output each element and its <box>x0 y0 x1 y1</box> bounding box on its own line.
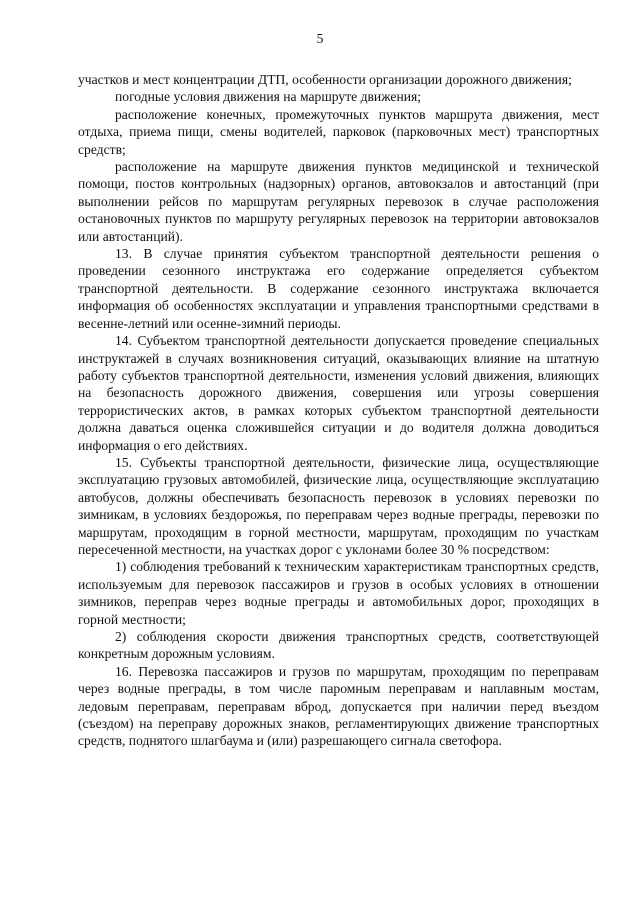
paragraph-15-item-1: 1) соблюдения требований к техническим характеристикам транспортных средств, используемым для перевозок пассажиров и грузов в особых условиях в отношении зимников, переправ через водные преграды и автомобильных дорог, проходящих в горной местности; <box>78 559 599 627</box>
paragraph-route-points: расположение конечных, промежуточных пунктов маршрута движения, мест отдыха, приема пищи, смены водителей, парковок (парковочных мест) транспортных средств; <box>78 106 599 157</box>
paragraph-continuation: участков и мест концентрации ДТП, особенности организации дорожного движения; <box>78 72 572 87</box>
page-number: 5 <box>316 31 324 46</box>
paragraph-weather: погодные условия движения на маршруте движения; <box>115 89 422 105</box>
document-body <box>78 71 599 750</box>
paragraph-14: 14. Субъектом транспортной деятельности допускается проведение специальных инструктажей в случаях возникновения ситуаций, оказывающих влияние на штатную работу субъектов транспортной деятельности, изменения условий движения, влияющих на безопасность дорожного движения, совершения или угрозы совершения террористических актов, в рамках которых субъектом транспортной деятельности должна даваться оценка сложившейся ситуации и до водителя должна доводиться информация о его действиях. <box>78 333 599 453</box>
paragraph-16: 16. Перевозка пассажиров и грузов по маршрутам, проходящим по переправам через водные преграды, в том числе паромным переправам и наплавным мостам, ледовым переправам, переправам вброд, допускается при наличии перед въездом (съездом) на переправу дорожных знаков, регламентирующих движение транспортных средств, поднятого шлагбаума и (или) разрешающего сигнала светофора. <box>78 663 599 749</box>
paragraph-15: 15. Субъекты транспортной деятельности, физические лица, осуществляющие эксплуатацию грузовых автомобилей, физические лица, осуществляющие эксплуатацию автобусов, должны обеспечивать безопасность перевозок в условиях перевозки по зимникам, в условиях бездорожья, по переправам через водные преграды, перевозки по маршрутам, проходящим в горной местности, маршрутам, проходящим по участкам пересеченной местности, на участках дорог с уклонами более 30 % посредством: <box>78 454 599 557</box>
paragraph-route-services: расположение на маршруте движения пунктов медицинской и технической помощи, постов контрольных (надзорных) органов, автовокзалов и автостанций (при выполнении рейсов по маршрутам регулярных перевозок в случае расположения остановочных пунктов по маршруту регулярных перевозок на территории автовокзалов или автостанций). <box>78 159 599 244</box>
paragraph-13: 13. В случае принятия субъектом транспортной деятельности решения о проведении сезонного инструктажа его содержание определяется субъектом транспортной деятельности. В содержание сезонного инструктажа включается информация об особенностях эксплуатации и управления транспортными средствами в весенне-летний или осенне-зимний периоды. <box>78 246 599 331</box>
paragraph-15-item-2: 2) соблюдения скорости движения транспортных средств, соответствующей конкретным дорожным условиям. <box>78 629 599 662</box>
